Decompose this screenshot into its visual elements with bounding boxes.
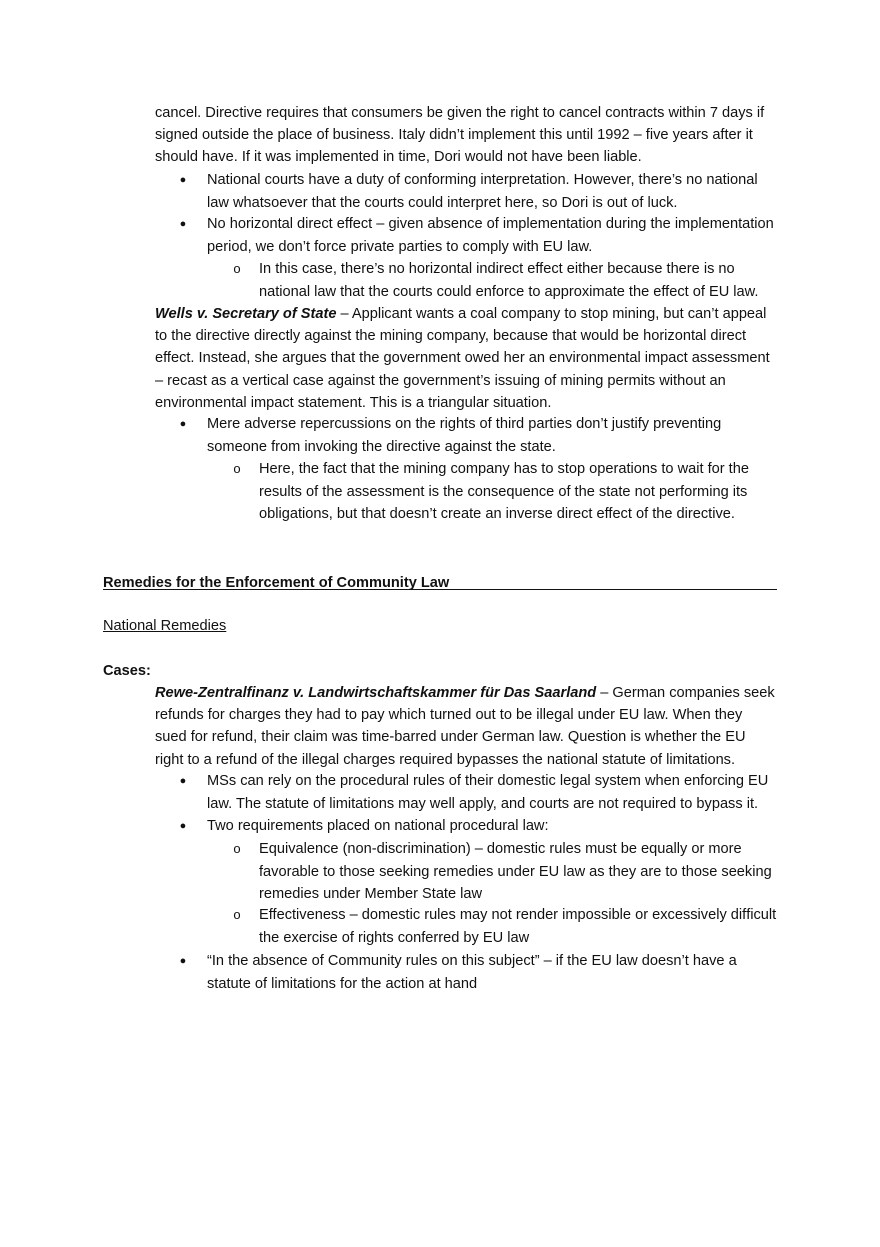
sub-heading-national-remedies: National Remedies — [103, 618, 227, 634]
sub-bullet-effectiveness: Effectiveness – domestic rules may not render impossible or excessively difﬁcult the exercise of rights conferred by EU law — [259, 907, 777, 946]
sub-bullet-equivalence: Equivalence (non-discrimination) – domestic rules must be equally or more favorable to those seeking remedies under EU law as they are to those seeking remedies under Member State law — [259, 841, 772, 903]
bullet-marker: ● — [179, 174, 187, 186]
case-name-wells: Wells v. Secretary of State — [155, 306, 337, 322]
bullet-marker: ● — [179, 775, 187, 787]
bullet-conforming-interpretation: National courts have a duty of conforming interpretation. However, there’s no national law whatsoever that the courts could interpret here, so Dori is out of luck. — [207, 172, 758, 211]
paragraph-rewe — [155, 682, 777, 771]
bullet-procedural-rules: MSs can rely on the procedural rules of their domestic legal system when enforcing EU law. The statute of limitations may well apply, and courts are not required to bypass it. — [207, 773, 769, 812]
bullet-marker: ● — [179, 820, 187, 832]
paragraph-wells — [155, 303, 777, 414]
bullet-two-requirements: Two requirements placed on national procedural law: — [207, 818, 549, 834]
bullet-wells-repercussions: Mere adverse repercussions on the rights of third parties don’t justify preventing someone from invoking the directive against the state. — [207, 416, 722, 455]
bullet-marker: ● — [179, 955, 187, 967]
wells-text: – Applicant wants a coal company to stop mining, but can’t appeal to the directive directly against the mining company, because that would be horizontal direct effect. Instead, she argues that the government owed her an environmental impact assessment – recast as a vertical case against the government’s issuing of mining permits without an environmental impact statement. This is a triangular situation. — [155, 306, 770, 411]
cases-label: Cases: — [103, 663, 151, 679]
sub-bullet-no-indirect-effect: In this case, there’s no horizontal indirect effect either because there is no national law that the courts could enforce to approximate the effect of EU law. — [259, 261, 759, 300]
sub-bullet-marker: o — [233, 841, 241, 856]
sub-bullet-marker: o — [233, 907, 241, 922]
rewe-text: – German companies seek refunds for charges they had to pay which turned out to be illegal under EU law. When they sued for refund, their claim was time-barred under German law. Question is whether the EU right to a refund of the illegal charges required bypasses the national statute of limitations. — [155, 685, 775, 768]
bullet-marker: ● — [179, 418, 187, 430]
sub-bullet-wells-assessment: Here, the fact that the mining company has to stop operations to wait for the results of the assessment is the consequence of the state not performing its obligations, but that doesn’t create an inverse direct effect of the directive. — [259, 461, 749, 523]
bullet-marker: ● — [179, 218, 187, 230]
bullet-no-horizontal-direct-effect: No horizontal direct effect – given absence of implementation during the implementation period, we don’t force private parties to comply with EU law. — [207, 216, 774, 255]
sub-bullet-marker: o — [233, 461, 241, 476]
section-heading: Remedies for the Enforcement of Community Law — [103, 572, 777, 590]
paragraph-dori-continuation: cancel. Directive requires that consumers be given the right to cancel contracts within 7 days if signed outside the place of business. Italy didn’t implement this until 1992 – five years after it should have. If it was implemented in time, Dori would not have been liable. — [155, 105, 765, 166]
sub-bullet-marker: o — [233, 261, 241, 276]
bullet-absence-of-rules: “In the absence of Community rules on this subject” – if the EU law doesn’t have a statute of limitations for the action at hand — [207, 953, 737, 992]
case-name-rewe: Rewe-Zentralfinanz v. Landwirtschaftskammer für Das Saarland — [155, 685, 597, 701]
